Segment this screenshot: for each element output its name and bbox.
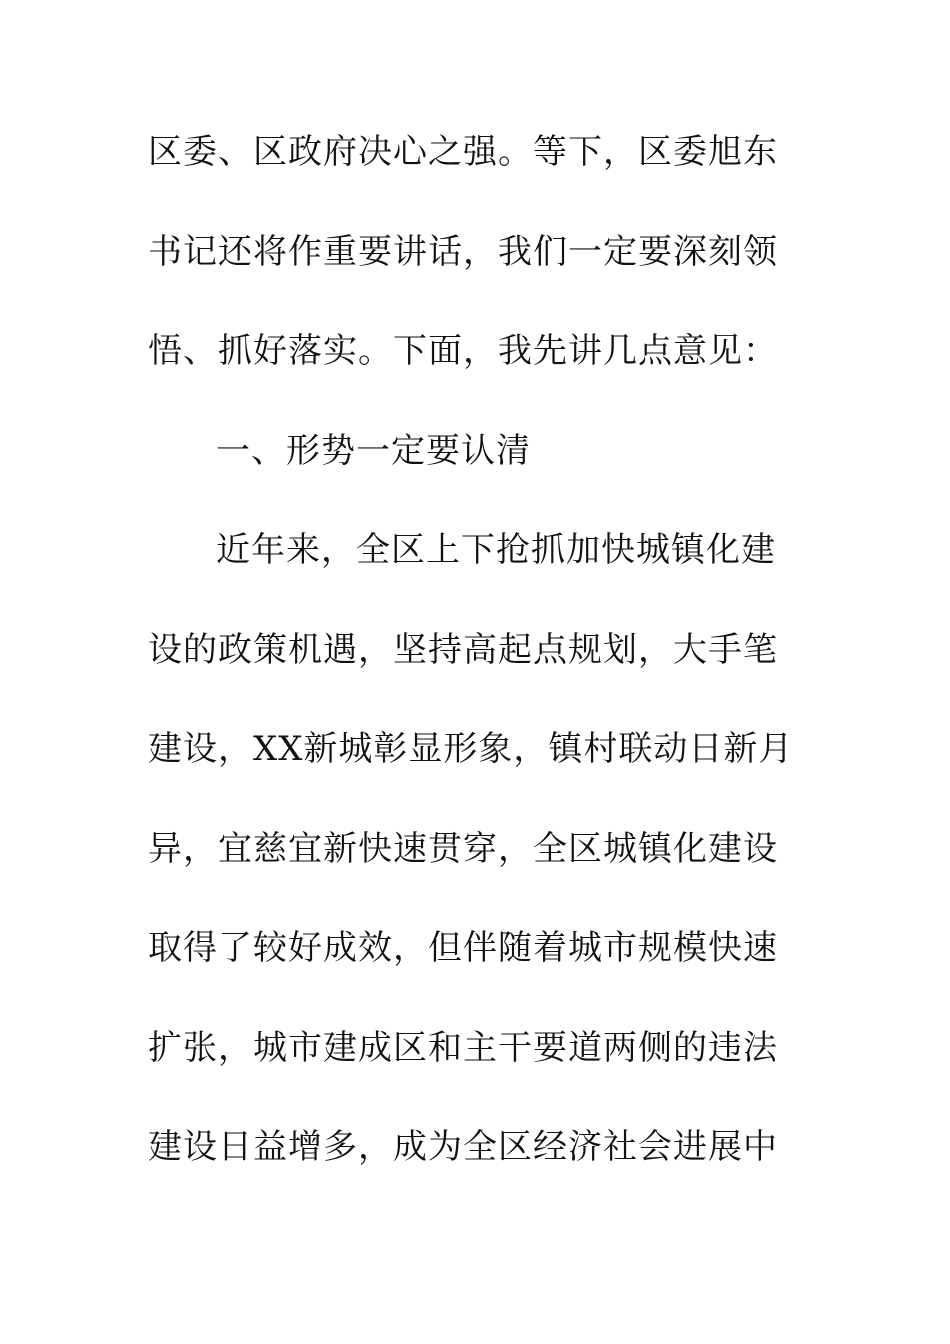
paragraph-line: 区委、区政府决心之强。等下，区委旭东	[148, 132, 778, 172]
paragraph-line: 近年来，全区上下抢抓加快城镇化建	[216, 530, 776, 570]
paragraph-line: 异，宜慈宜新快速贯穿，全区城镇化建设	[148, 828, 778, 869]
paragraph-line: 建设日益增多，成为全区经济社会进展中	[148, 1127, 778, 1167]
document-body	[148, 124, 794, 1219]
paragraph-line: 扩张，城市建成区和主干要道两侧的违法	[148, 1027, 778, 1068]
paragraph-line: 书记还将作重要讲话，我们一定要深刻领	[148, 231, 778, 272]
paragraph-line: 取得了较好成效，但伴随着城市规模快速	[148, 928, 778, 968]
section-heading: 一、形势一定要认清	[216, 430, 531, 471]
paragraph-line: 建设，XX新城彰显形象，镇村联动日新月	[148, 729, 794, 769]
paragraph-line: 悟、抓好落实。下面，我先讲几点意见：	[148, 331, 778, 371]
paragraph-line: 设的政策机遇，坚持高起点规划，大手笔	[148, 629, 778, 670]
